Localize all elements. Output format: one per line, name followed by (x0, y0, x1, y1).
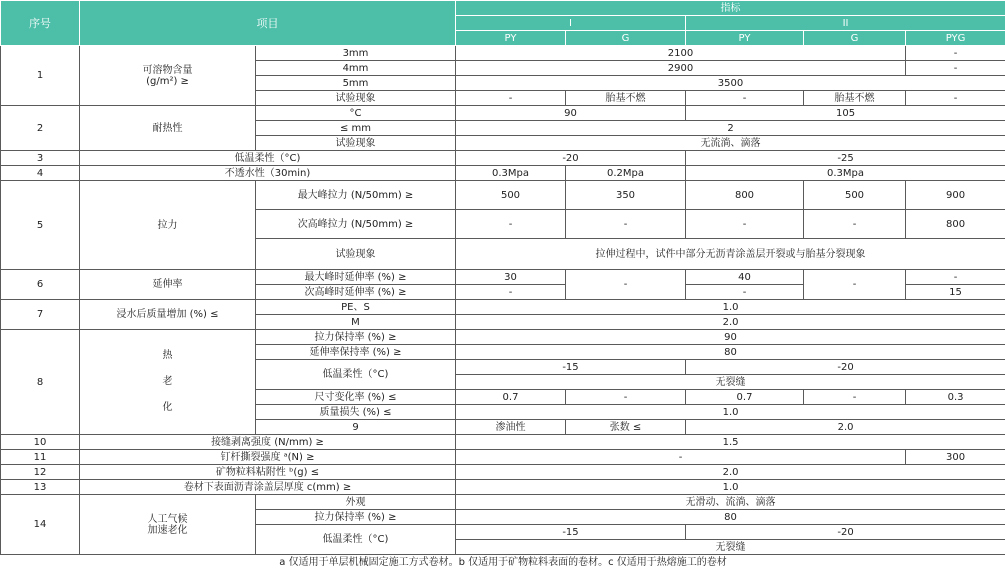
row-name-line: 人工气候 (147, 513, 188, 525)
sub-item: 试验现象 (256, 91, 456, 106)
table-row (1, 450, 1005, 465)
row-name: 接缝剥离强度 (N/mm) ≥ (80, 435, 456, 450)
value-cell: - (804, 270, 906, 300)
header-seq: 序号 (1, 1, 80, 46)
value-cell: 0.2Mpa (566, 166, 686, 181)
row-number: 6 (1, 270, 80, 300)
value-cell: - (906, 270, 1005, 285)
header-sub-pyg: PYG (906, 31, 1005, 46)
header-sub-py-1: PY (456, 31, 566, 46)
row-number: 14 (1, 495, 80, 555)
value-cell: - (566, 390, 686, 405)
value-cell: - (804, 390, 906, 405)
row-number: 4 (1, 166, 80, 181)
sub-item: 外观 (256, 495, 456, 510)
table-row (1, 181, 1005, 210)
value-cell: -20 (686, 360, 1005, 375)
value-cell: - (686, 91, 804, 106)
table-row (1, 300, 1005, 315)
row-name: 拉力 (80, 181, 256, 270)
value-cell: 0.3Mpa (456, 166, 566, 181)
value-cell: 拉伸过程中，试件中部分无沥青涂盖层开裂或与胎基分裂现象 (456, 239, 1005, 270)
row-name: 钉杆撕裂强度 ᵃ(N) ≥ (80, 450, 456, 465)
sub-item: 最大峰拉力 (N/50mm) ≥ (256, 181, 456, 210)
value-cell: - (686, 285, 804, 300)
table-row (1, 166, 1005, 181)
value-cell: -15 (456, 525, 686, 540)
sub-item: 3mm (256, 46, 456, 61)
value-cell: 胎基不燃 (566, 91, 686, 106)
row-number: 12 (1, 465, 80, 480)
row-name (80, 330, 256, 435)
sub-item: 张数 ≤ (566, 420, 686, 435)
value-cell: 40 (686, 270, 804, 285)
header-sub-g-1: G (566, 31, 686, 46)
value-cell: 0.3 (906, 390, 1005, 405)
value-cell: 2.0 (686, 420, 1005, 435)
row-name (80, 495, 256, 555)
row-number: 11 (1, 450, 80, 465)
value-cell: 胎基不燃 (804, 91, 906, 106)
value-cell: 1.0 (456, 300, 1005, 315)
row-number: 5 (1, 181, 80, 270)
value-cell: -20 (686, 525, 1005, 540)
value-cell: - (686, 210, 804, 239)
value-cell: 1.0 (456, 480, 1005, 495)
value-cell: - (804, 210, 906, 239)
value-cell: - (456, 210, 566, 239)
value-cell: 无裂缝 (456, 540, 1005, 555)
table-row (1, 151, 1005, 166)
value-cell: 无流淌、滴落 (456, 136, 1005, 151)
row-number: 1 (1, 46, 80, 106)
table-row (1, 106, 1005, 121)
row-name-line: 加速老化 (147, 524, 188, 536)
sub-item: M (256, 315, 456, 330)
value-cell: 15 (906, 285, 1005, 300)
value-cell: - (906, 46, 1005, 61)
value-cell: - (566, 270, 686, 300)
sub-item: 4mm (256, 61, 456, 76)
row-name: 耐热性 (80, 106, 256, 151)
value-cell: 1.0 (456, 405, 1005, 420)
value-cell: - (456, 285, 566, 300)
value-cell: 90 (456, 330, 1005, 345)
row-name: 不透水性（30min) (80, 166, 456, 181)
value-cell: 105 (686, 106, 1005, 121)
sub-item: 延伸率保持率 (%) ≥ (256, 345, 456, 360)
sub-item: 试验现象 (256, 239, 456, 270)
sub-item: 拉力保持率 (%) ≥ (256, 510, 456, 525)
sub-item: 拉力保持率 (%) ≥ (256, 330, 456, 345)
row-name-char: 热 (162, 350, 173, 361)
row-name: 浸水后质量增加 (%) ≤ (80, 300, 256, 330)
row-name: 矿物粒料粘附性 ᵇ(g) ≤ (80, 465, 456, 480)
table-row (1, 465, 1005, 480)
sub-item: 次高峰时延伸率 (%) ≥ (256, 285, 456, 300)
value-cell: - (456, 450, 906, 465)
header-sub-py-2: PY (686, 31, 804, 46)
row-name: 延伸率 (80, 270, 256, 300)
value-cell: 900 (906, 181, 1005, 210)
value-cell: 2.0 (456, 315, 1005, 330)
footnote-row (1, 555, 1005, 570)
table-row (1, 330, 1005, 345)
value-cell: 800 (686, 181, 804, 210)
value-cell: 1.5 (456, 435, 1005, 450)
header-index: 指标 (456, 1, 1005, 16)
table-row (1, 435, 1005, 450)
sub-item: 次高峰拉力 (N/50mm) ≥ (256, 210, 456, 239)
row-number: 2 (1, 106, 80, 151)
sub-item: 尺寸变化率 (%) ≤ (256, 390, 456, 405)
value-cell: 30 (456, 270, 566, 285)
value-cell: -15 (456, 360, 686, 375)
value-cell: -25 (686, 151, 1005, 166)
value-cell: 2 (456, 121, 1005, 136)
table-header (1, 1, 1005, 46)
sub-item: PE、S (256, 300, 456, 315)
row-number: 10 (1, 435, 80, 450)
row-name: 低温柔性（°C) (80, 151, 456, 166)
row-number: 7 (1, 300, 80, 330)
value-cell: 800 (906, 210, 1005, 239)
sub-item: 质量损失 (%) ≤ (256, 405, 456, 420)
row-number: 3 (1, 151, 80, 166)
value-cell: 500 (804, 181, 906, 210)
value-cell: - (906, 91, 1005, 106)
sub-item: 低温柔性（°C) (256, 525, 456, 555)
value-cell: 2100 (456, 46, 906, 61)
value-cell: 80 (456, 510, 1005, 525)
table-body (1, 46, 1005, 570)
sub-item: 试验现象 (256, 136, 456, 151)
value-cell: 80 (456, 345, 1005, 360)
row-name-char: 化 (162, 402, 173, 413)
table-row (1, 495, 1005, 510)
row-name-line: 可溶物含量 (142, 64, 193, 76)
header-item: 项目 (80, 1, 456, 46)
row-number: 8 (1, 330, 80, 435)
header-sub-g-2: G (804, 31, 906, 46)
header-group-2: II (686, 16, 1005, 31)
table-row (1, 46, 1005, 61)
value-cell: 90 (456, 106, 686, 121)
table-row (1, 480, 1005, 495)
row-name: 卷材下表面沥青涂盖层厚度 c(mm) ≥ (80, 480, 456, 495)
row-name-line: (g/m²) ≥ (146, 75, 189, 87)
value-cell: 350 (566, 181, 686, 210)
sub-item: 5mm (256, 76, 456, 91)
header-group-1: I (456, 16, 686, 31)
row-name-char: 老 (162, 376, 173, 387)
value-cell: - (566, 210, 686, 239)
value-cell: 500 (456, 181, 566, 210)
value-cell: 无滑动、流淌、滴落 (456, 495, 1005, 510)
value-cell: - (906, 61, 1005, 76)
value-cell: 无裂缝 (456, 375, 1005, 390)
table-row (1, 270, 1005, 285)
value-cell: - (456, 91, 566, 106)
row-number: 13 (1, 480, 80, 495)
sub-item: ≤ mm (256, 121, 456, 136)
footnote: a 仅适用于单层机械固定施工方式卷材。b 仅适用于矿物粒料表面的卷材。c 仅适用于热熔施工的卷材 (1, 555, 1005, 570)
value-cell: 0.3Mpa (686, 166, 1005, 181)
sub-item: 低温柔性（°C) (256, 360, 456, 390)
value-cell: 2900 (456, 61, 906, 76)
row-name: 渗油性 (456, 420, 566, 435)
value-cell: 2.0 (456, 465, 1005, 480)
value-cell: 3500 (456, 76, 1005, 91)
sub-item: 最大峰时延伸率 (%) ≥ (256, 270, 456, 285)
value-cell: 300 (906, 450, 1005, 465)
row-name (80, 46, 256, 106)
value-cell: 0.7 (456, 390, 566, 405)
sub-item: °C (256, 106, 456, 121)
value-cell: -20 (456, 151, 686, 166)
row-number: 9 (256, 420, 456, 435)
value-cell: 0.7 (686, 390, 804, 405)
